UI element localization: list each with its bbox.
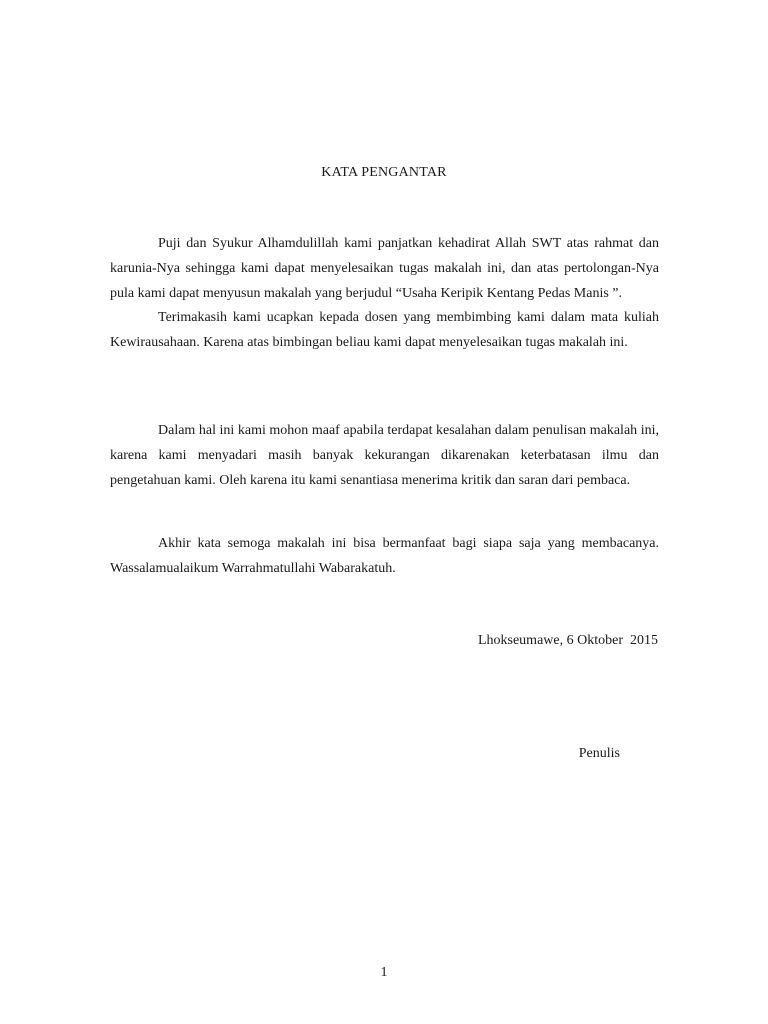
page-title: KATA PENGANTAR: [321, 165, 447, 180]
page-number: 1: [380, 965, 388, 980]
paragraph-2: Terimakasih kami ucapkan kepada dosen yang membimbing kami dalam mata kuliah Kewirausahaan. Karena atas bimbingan beliau kami dapat menyelesaikan tugas makalah ini.: [110, 310, 659, 351]
place-date: Lhokseumawe, 6 Oktober 2015: [477, 633, 658, 648]
paragraph-1: Puji dan Syukur Alhamdulillah kami panjatkan kehadirat Allah SWT atas rahmat dan karunia-Nya sehingga kami dapat menyelesaikan tugas makalah ini, dan atas pertolongan-Nya pula kami dapat menyusun makalah yang berjudul “Usaha Keripik Kentang Pedas Manis ”.: [110, 236, 659, 301]
paragraph-block-3: [110, 532, 659, 582]
paragraph-3: Dalam hal ini kami mohon maaf apabila terdapat kesalahan dalam penulisan makalah ini, karena kami menyadari masih banyak kekurangan dikarenakan keterbatasan ilmu dan pengetahuan kami. Oleh karena itu kami senantiasa menerima kritik dan saran dari pembaca.: [110, 423, 659, 488]
author-signature: Penulis: [578, 746, 620, 761]
paragraph-block: [110, 232, 659, 356]
paragraph-block-2: [110, 419, 659, 493]
paragraph-4: Akhir kata semoga makalah ini bisa bermanfaat bagi siapa saja yang membacanya. Wassalamualaikum Warrahmatullahi Wabarakatuh.: [110, 536, 659, 576]
